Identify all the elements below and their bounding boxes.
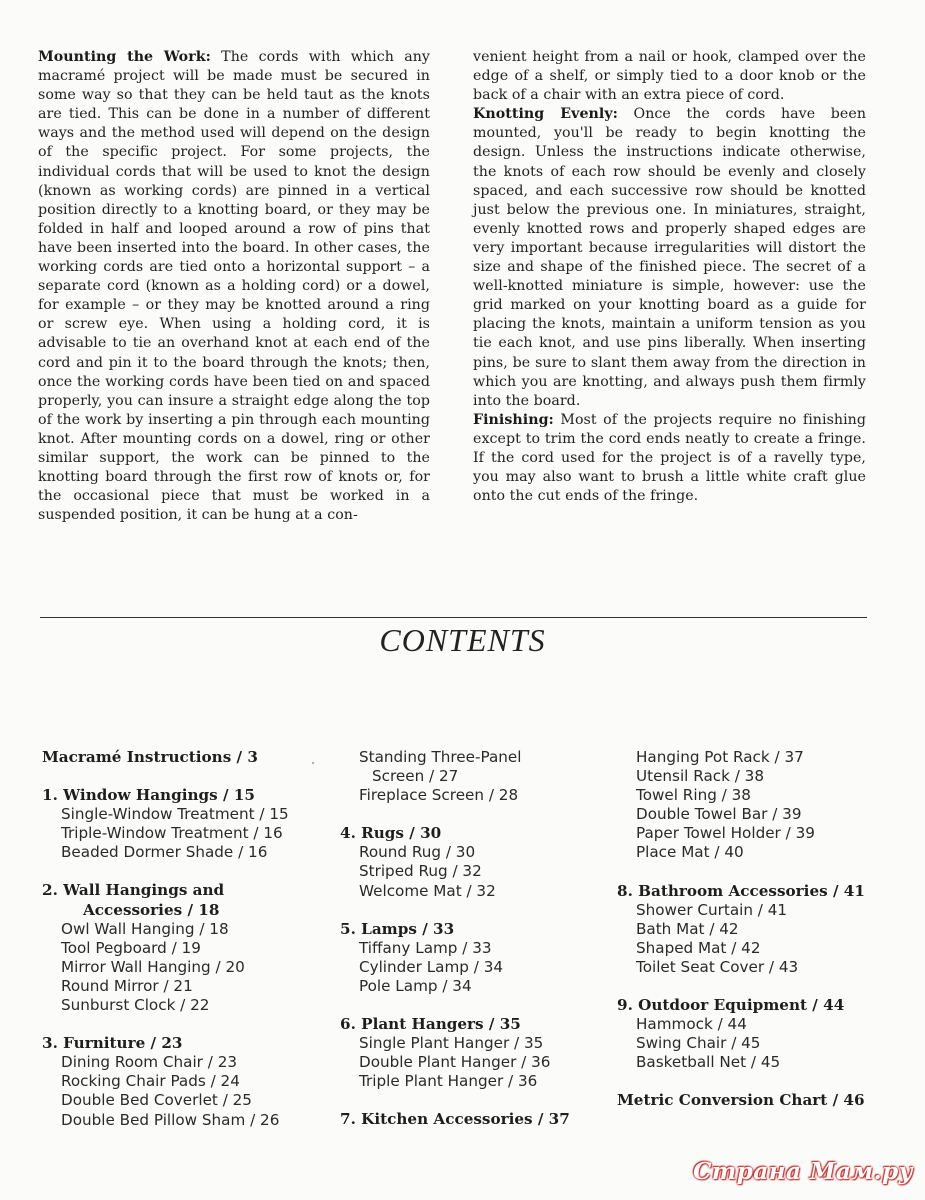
toc-item: Owl Wall Hanging / 18 bbox=[61, 919, 229, 938]
knotting-text: Once the cords have been mounted, you'll be ready to begin knotting the design. Unless the instructions indicate otherwise, the knots of each row should be evenly and closely spaced, and each successive row should be knotted just below the previous one. In miniatures, straight, evenly knotted rows and properly shaped edges are very important because irregularities will distort the size and shape of the finished piece. The secret of a well-knotted miniature is simple, however: use the grid marked on your knotting board as a guide for placing the knots, maintain a uniform tension as you tie each knot, and use pins liberally. When inserting pins, be sure to slant them away from the direction in which you are knotting, and always push them firmly into the board. bbox=[473, 106, 867, 409]
knotting-heading: Knotting Evenly: bbox=[473, 106, 618, 123]
mounting-heading: Mounting the Work: bbox=[38, 49, 211, 65]
toc-item: Shower Curtain / 41 bbox=[636, 900, 788, 919]
toc-section-title: 7. Kitchen Accessories / 37 bbox=[340, 1110, 570, 1129]
toc-item: Triple-Window Treatment / 16 bbox=[61, 824, 283, 843]
toc-section-title: 6. Plant Hangers / 35 bbox=[340, 1015, 521, 1034]
toc-section-title: 3. Furniture / 23 bbox=[42, 1034, 183, 1053]
toc-section-title: 8. Bathroom Accessories / 41 bbox=[617, 881, 865, 900]
finishing-text: Most of the projects require no finishing except to trim the cord ends neatly to create a fringe. If the cord used for the project is of a ravelly type, you may also want to brush a little white craft glue onto the cut ends of the fringe. bbox=[473, 411, 866, 505]
toc-item: Beaded Dormer Shade / 16 bbox=[61, 843, 268, 862]
site-watermark: Страна Мам.ру bbox=[693, 1158, 913, 1185]
toc-column-2 bbox=[340, 748, 620, 1149]
toc-item: Tool Pegboard / 19 bbox=[61, 938, 201, 957]
toc-item: Dining Room Chair / 23 bbox=[61, 1053, 238, 1072]
toc-entry-macrame-instructions: Macramé Instructions / 3 bbox=[42, 748, 258, 766]
toc-section-7-continued bbox=[617, 748, 917, 863]
toc-item: Mirror Wall Hanging / 20 bbox=[61, 957, 245, 976]
toc-item: Hanging Pot Rack / 37 bbox=[636, 748, 804, 766]
toc-item-line1: Standing Three-Panel bbox=[359, 748, 522, 766]
toc-item: Double Bed Pillow Sham / 26 bbox=[61, 1110, 280, 1129]
toc-section-9 bbox=[617, 996, 917, 1072]
mounting-paragraph bbox=[38, 48, 430, 525]
toc-section-title-line2: Accessories / 18 bbox=[83, 900, 220, 919]
toc-item: Single Plant Hanger / 35 bbox=[359, 1034, 544, 1053]
toc-item: Swing Chair / 45 bbox=[636, 1034, 761, 1053]
toc-section-6 bbox=[340, 1015, 620, 1091]
toc-item: Basketball Net / 45 bbox=[636, 1053, 781, 1072]
toc-section-title: 5. Lamps / 33 bbox=[340, 919, 455, 938]
toc-entry-metric-conversion: Metric Conversion Chart / 46 bbox=[617, 1091, 865, 1110]
toc-item: Tiffany Lamp / 33 bbox=[359, 938, 492, 957]
toc-section-instructions bbox=[42, 748, 342, 767]
toc-column-3 bbox=[617, 748, 917, 1130]
toc-item: Shaped Mat / 42 bbox=[636, 938, 761, 957]
toc-item-line2: Screen / 27 bbox=[372, 767, 459, 786]
toc-section-2 bbox=[42, 881, 342, 1015]
mounting-continuation: venient height from a nail or hook, clamped over the edge of a shelf, or simply tied to a door knob or the back of a chair with an extra piece of cord. bbox=[473, 49, 866, 104]
toc-section-title: 1. Window Hangings / 15 bbox=[42, 786, 255, 805]
toc-item: Double Bed Coverlet / 25 bbox=[61, 1091, 252, 1110]
intro-right-column bbox=[473, 48, 866, 506]
toc-item: Welcome Mat / 32 bbox=[359, 881, 496, 900]
toc-item: Sunburst Clock / 22 bbox=[61, 996, 210, 1015]
toc-section-title bbox=[42, 881, 342, 919]
toc-item: Hammock / 44 bbox=[636, 1015, 747, 1034]
toc-section-title: 9. Outdoor Equipment / 44 bbox=[617, 996, 845, 1015]
toc-section-title: 4. Rugs / 30 bbox=[340, 824, 442, 843]
toc-item bbox=[340, 748, 620, 786]
toc-section-metric bbox=[617, 1091, 917, 1110]
contents-title: CONTENTS bbox=[379, 622, 546, 658]
toc-section-3 bbox=[42, 1034, 342, 1129]
toc-section-4 bbox=[340, 824, 620, 900]
toc-section-7 bbox=[340, 1110, 620, 1129]
toc-item: Toilet Seat Cover / 43 bbox=[636, 957, 799, 976]
finishing-paragraph bbox=[473, 411, 866, 506]
toc-item: Rocking Chair Pads / 24 bbox=[61, 1072, 240, 1091]
toc-column-1 bbox=[42, 748, 342, 1149]
toc-item: Double Towel Bar / 39 bbox=[636, 805, 802, 824]
toc-item: Paper Towel Holder / 39 bbox=[636, 824, 815, 843]
toc-item: Round Rug / 30 bbox=[359, 843, 476, 862]
toc-section-5 bbox=[340, 920, 620, 996]
toc-item: Triple Plant Hanger / 36 bbox=[359, 1072, 538, 1091]
section-divider bbox=[40, 617, 867, 618]
toc-item: Fireplace Screen / 28 bbox=[359, 786, 519, 805]
toc-item: Towel Ring / 38 bbox=[636, 786, 751, 805]
toc-item: Round Mirror / 21 bbox=[61, 976, 193, 995]
finishing-heading: Finishing: bbox=[473, 411, 554, 428]
intro-left-column bbox=[38, 48, 430, 525]
toc-item: Bath Mat / 42 bbox=[636, 919, 739, 938]
toc-section-1 bbox=[42, 786, 342, 862]
paper-speck bbox=[312, 762, 314, 764]
toc-item: Place Mat / 40 bbox=[636, 843, 744, 862]
toc-section-3-continued bbox=[340, 748, 620, 805]
toc-item: Striped Rug / 32 bbox=[359, 862, 482, 881]
toc-section-8 bbox=[617, 882, 917, 977]
knotting-paragraph bbox=[473, 105, 866, 411]
toc-item: Double Plant Hanger / 36 bbox=[359, 1053, 551, 1072]
toc-item: Pole Lamp / 34 bbox=[359, 976, 472, 995]
toc-item: Cylinder Lamp / 34 bbox=[359, 957, 504, 976]
mounting-text: The cords with which any macramé project will be made must be secured in some way so that they can be held taut as the knots are tied. This can be done in a number of different ways and the method used will depend on the design of the specific project. For some projects, the individual cords that will be used to knot the design (known as working cords) are pinned in a vertical position directly to a knotting board, or they may be folded in half and looped around a row of pins that have been inserted into the board. In other cases, the working cords are tied onto a horizontal support – a separate cord (known as a holding cord) or a dowel, for example – or they may be knotted around a ring or screw eye. When using a holding cord, it is advisable to tie an overhand knot at each end of the cord and pin it to the board through the knots; then, once the working cords have been tied on and spaced properly, you can insure a straight edge along the top of the work by inserting a pin through each mounting knot. After mounting cords on a dowel, ring or other similar support, the work can be pinned to the knotting board through the first row of knots or, for the occasional piece that must be worked in a suspended position, it can be hung at a con- bbox=[38, 49, 430, 524]
toc-item: Single-Window Treatment / 15 bbox=[61, 805, 289, 824]
toc-section-title-line1: 2. Wall Hangings and bbox=[42, 881, 225, 900]
toc-item: Utensil Rack / 38 bbox=[636, 767, 764, 786]
